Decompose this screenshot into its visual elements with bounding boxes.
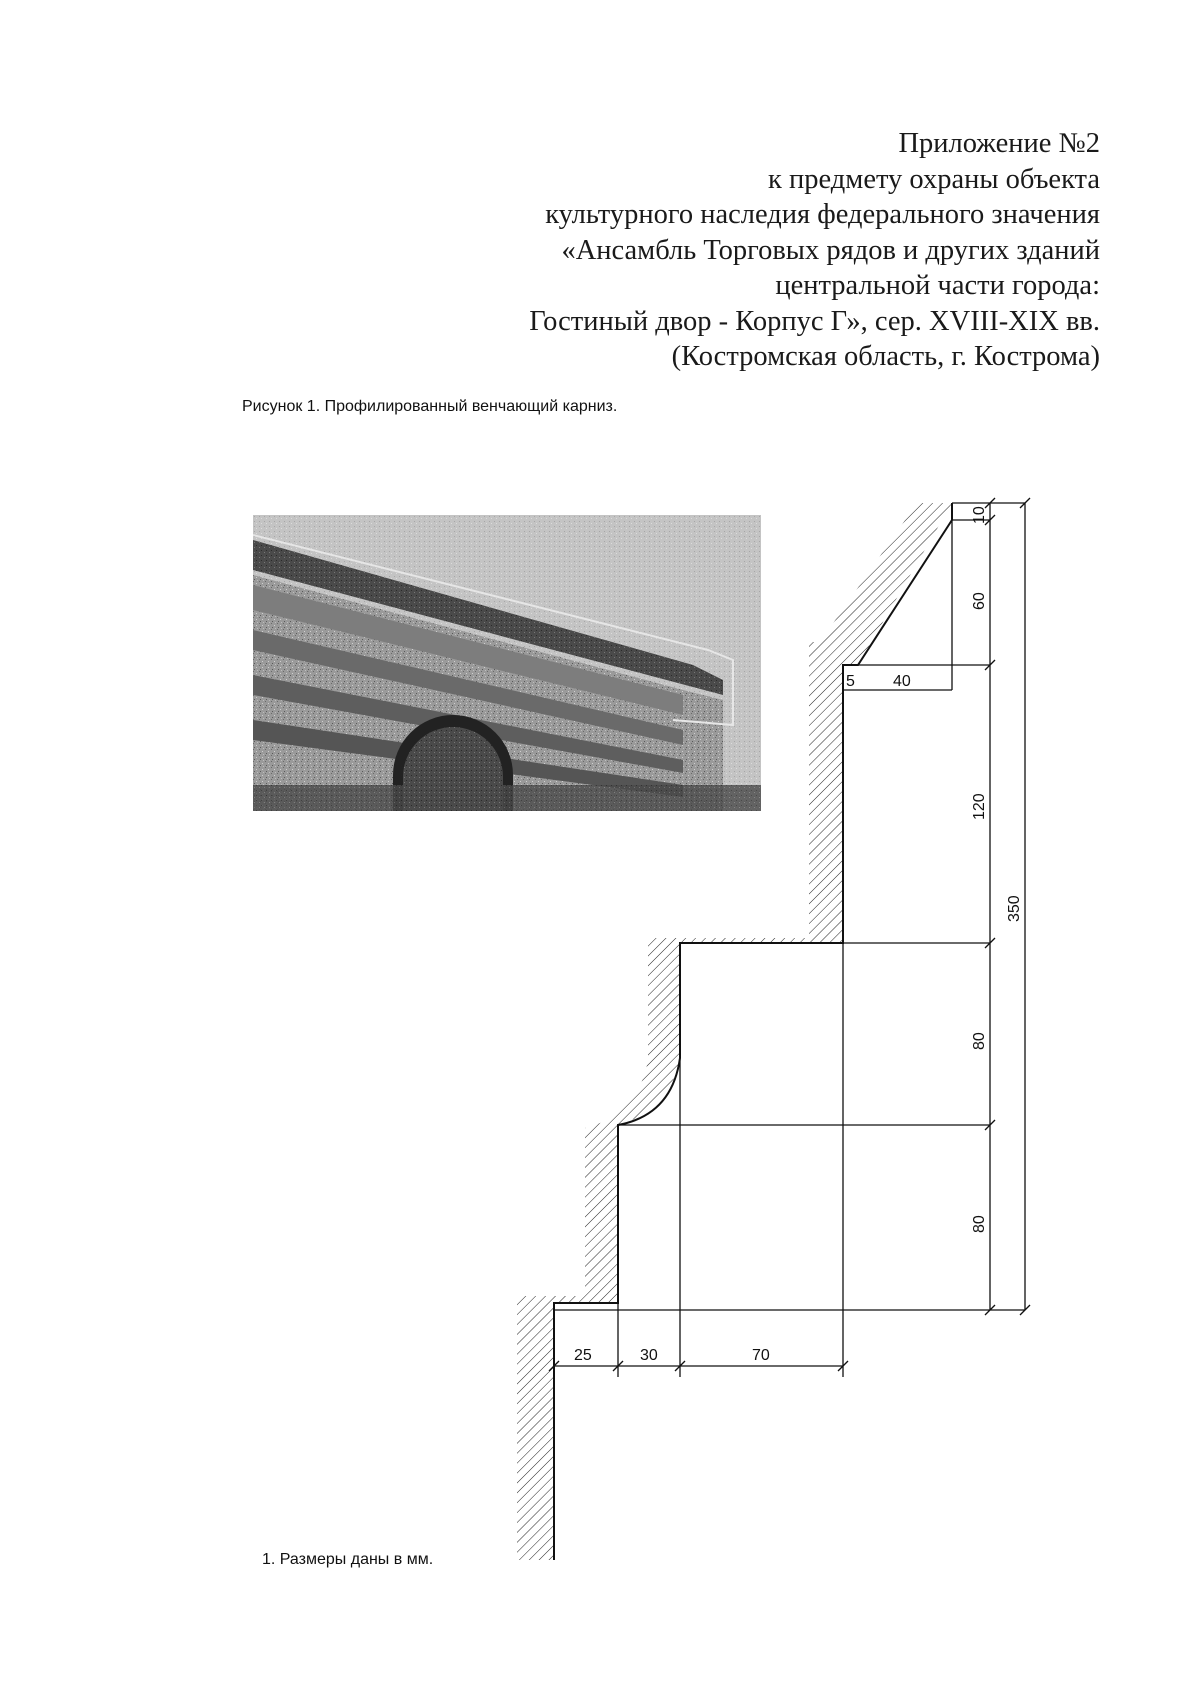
dimension-sloped-height: 60 bbox=[971, 592, 988, 610]
heading-line: культурного наследия федерального значения bbox=[545, 199, 1100, 230]
heading-line: (Костромская область, г. Кострома) bbox=[671, 341, 1100, 372]
figure-caption: Рисунок 1. Профилированный венчающий карниз. bbox=[242, 398, 618, 415]
heading-line: «Ансамбль Торговых рядов и других зданий bbox=[561, 234, 1100, 266]
wall-hatch bbox=[517, 503, 952, 1560]
dimension-second-step: 30 bbox=[640, 1347, 658, 1364]
dimension-total-height: 350 bbox=[1006, 895, 1023, 922]
cornice-profile-outline bbox=[554, 503, 952, 1560]
dimension-lower-band: 80 bbox=[971, 1215, 988, 1233]
heading-line: Приложение №2 bbox=[898, 128, 1100, 159]
dimension-small-offset: 5 bbox=[846, 673, 855, 690]
construction-lines bbox=[549, 498, 1030, 1377]
dimensions-note: 1. Размеры даны в мм. bbox=[262, 1551, 434, 1568]
dimension-upper-band: 120 bbox=[971, 793, 988, 820]
dimension-middle-band: 80 bbox=[971, 1032, 988, 1050]
dimension-base-step: 25 bbox=[574, 1347, 592, 1364]
heading-line: к предмету охраны объекта bbox=[768, 163, 1100, 195]
dimension-third-step: 70 bbox=[752, 1347, 770, 1364]
dimension-top-projection: 40 bbox=[893, 673, 911, 690]
heading-line: центральной части города: bbox=[775, 270, 1100, 301]
dimension-top-cap: 10 bbox=[971, 506, 988, 524]
heading-line: Гостиный двор - Корпус Г», сер. XVIII-XIX вв. bbox=[529, 305, 1100, 337]
